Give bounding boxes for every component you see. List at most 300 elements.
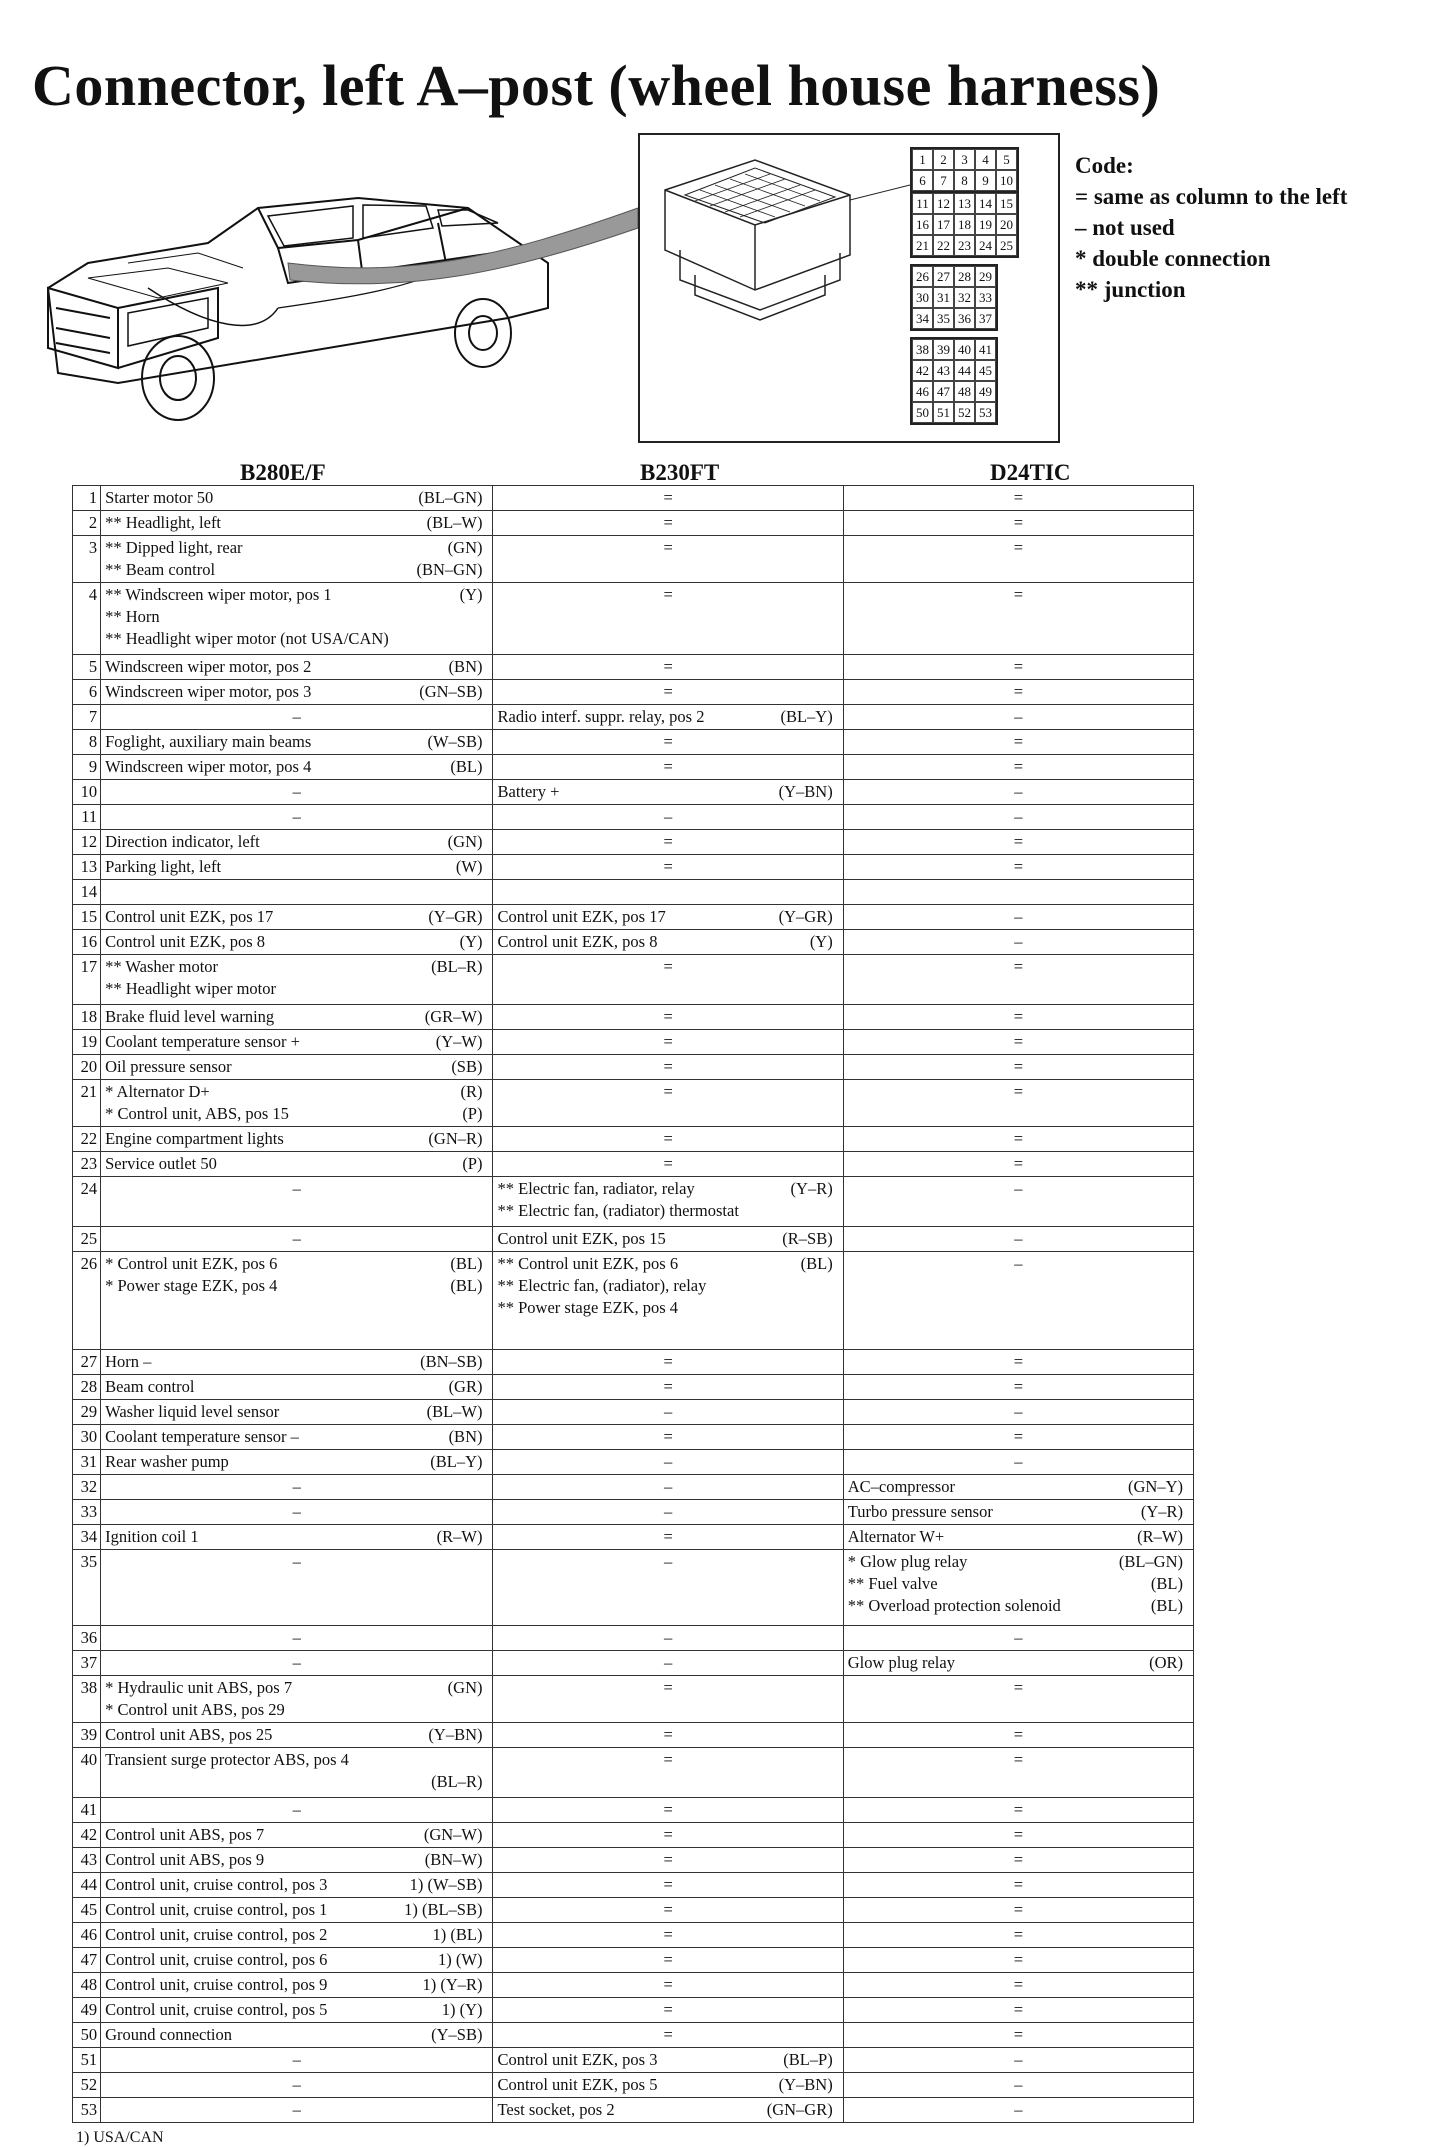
cell-line bbox=[497, 1824, 838, 1846]
pin-cell: 42 bbox=[73, 1823, 101, 1848]
circuit-label: = bbox=[663, 2000, 673, 2019]
table-row bbox=[73, 855, 1194, 880]
pin-number: 45 bbox=[975, 360, 996, 381]
cell-line bbox=[497, 1799, 838, 1821]
pin-number: 46 bbox=[912, 381, 933, 402]
circuit-label: – bbox=[1014, 907, 1023, 926]
pin-cell: 41 bbox=[73, 1798, 101, 1823]
cell-line bbox=[497, 2074, 838, 2096]
connection-cell bbox=[493, 830, 843, 855]
cell-line bbox=[848, 1228, 1189, 1250]
pin-number: 23 bbox=[954, 235, 975, 256]
table-row bbox=[73, 583, 1194, 655]
circuit-label: = bbox=[663, 1678, 673, 1697]
connection-cell bbox=[843, 1550, 1193, 1626]
cell-line bbox=[105, 1501, 488, 1523]
circuit-label: Foglight, auxiliary main beams bbox=[105, 732, 312, 751]
wire-color bbox=[833, 1297, 839, 1319]
wire-color: (GR–W) bbox=[424, 1007, 483, 1026]
connection-cell bbox=[843, 1152, 1193, 1177]
circuit-label: = bbox=[1013, 1950, 1024, 1969]
circuit-label: * Glow plug relay bbox=[847, 1552, 968, 1571]
circuit-label: – bbox=[1014, 782, 1023, 801]
circuit-label: AC–compressor bbox=[847, 1477, 955, 1496]
circuit-label: ** Headlight wiper motor (not USA/CAN) bbox=[105, 629, 389, 648]
cell-line bbox=[848, 487, 1189, 509]
cell-line bbox=[497, 756, 838, 778]
circuit-label: = bbox=[663, 488, 673, 507]
connection-cell bbox=[843, 880, 1193, 905]
cell-line bbox=[497, 856, 838, 878]
connection-cell bbox=[101, 536, 493, 583]
circuit-label: = bbox=[1013, 1377, 1024, 1396]
connection-cell bbox=[493, 855, 843, 880]
cell-line bbox=[497, 831, 838, 853]
connection-cell bbox=[843, 1723, 1193, 1748]
circuit-label: Radio interf. suppr. relay, pos 2 bbox=[497, 707, 705, 726]
wire-color: (BL–Y) bbox=[780, 707, 833, 726]
table-row bbox=[73, 1227, 1194, 1252]
connection-cell bbox=[101, 1500, 493, 1525]
wire-color: (R–W) bbox=[436, 1527, 483, 1546]
connection-cell bbox=[101, 1350, 493, 1375]
pin-cell: 29 bbox=[73, 1400, 101, 1425]
pin-grid bbox=[910, 147, 1019, 425]
circuit-label: = bbox=[663, 1925, 673, 1944]
wire-color: (Y) bbox=[459, 932, 483, 951]
circuit-label: Battery + bbox=[497, 782, 560, 801]
circuit-label: Control unit EZK, pos 17 bbox=[105, 907, 274, 926]
cell-line bbox=[497, 1081, 838, 1103]
table-row bbox=[73, 955, 1194, 1005]
cell-line bbox=[497, 1924, 838, 1946]
cell-line bbox=[848, 1799, 1189, 1821]
connection-cell bbox=[843, 1350, 1193, 1375]
pin-cell: 3 bbox=[73, 536, 101, 583]
connection-cell bbox=[101, 1227, 493, 1252]
pin-cell: 47 bbox=[73, 1948, 101, 1973]
table-row bbox=[73, 780, 1194, 805]
circuit-label: Rear washer pump bbox=[105, 1452, 229, 1471]
pin-cell: 2 bbox=[73, 511, 101, 536]
pin-number: 22 bbox=[933, 235, 954, 256]
connection-cell bbox=[493, 955, 843, 1005]
cell-line bbox=[105, 731, 488, 753]
cell-line bbox=[497, 1627, 838, 1649]
connection-cell bbox=[101, 1676, 493, 1723]
cell-line bbox=[848, 1376, 1189, 1398]
circuit-label: Control unit, cruise control, pos 2 bbox=[105, 1925, 328, 1944]
circuit-label: = bbox=[1013, 1032, 1024, 1051]
wire-color: (GN) bbox=[447, 538, 483, 557]
cell-line bbox=[105, 1128, 488, 1150]
circuit-label: = bbox=[663, 585, 673, 604]
connection-cell bbox=[101, 1748, 493, 1798]
connection-cell bbox=[493, 1400, 843, 1425]
connection-cell bbox=[101, 1127, 493, 1152]
pin-number: 28 bbox=[954, 266, 975, 287]
pin-number: 39 bbox=[933, 339, 954, 360]
circuit-label: Alternator W+ bbox=[847, 1527, 945, 1546]
cell-line bbox=[105, 1849, 488, 1871]
circuit-label: = bbox=[1013, 1154, 1024, 1173]
circuit-label: * Hydraulic unit ABS, pos 7 bbox=[105, 1678, 293, 1697]
cell-line bbox=[497, 1677, 838, 1699]
wire-color: 1) (BL–SB) bbox=[404, 1900, 483, 1919]
table-row bbox=[73, 2098, 1194, 2123]
connection-cell bbox=[843, 1748, 1193, 1798]
connection-cell bbox=[101, 1823, 493, 1848]
wire-color: (BL) bbox=[1150, 1596, 1183, 1615]
pin-cell: 7 bbox=[73, 705, 101, 730]
circuit-label: * Control unit EZK, pos 6 bbox=[105, 1254, 278, 1273]
table-row bbox=[73, 1676, 1194, 1723]
cell-line bbox=[105, 1724, 488, 1746]
circuit-label: = bbox=[663, 682, 673, 701]
cell-line bbox=[497, 1401, 838, 1423]
pin-cell: 10 bbox=[73, 780, 101, 805]
pin-number: 44 bbox=[954, 360, 975, 381]
circuit-label: = bbox=[663, 1750, 673, 1769]
pin-cell: 6 bbox=[73, 680, 101, 705]
pin-cell: 14 bbox=[73, 880, 101, 905]
circuit-label: ** Windscreen wiper motor, pos 1 bbox=[105, 585, 332, 604]
cell-line bbox=[105, 1476, 488, 1498]
connection-cell bbox=[843, 1898, 1193, 1923]
connection-cell bbox=[101, 1177, 493, 1227]
connection-cell bbox=[101, 730, 493, 755]
circuit-label: = bbox=[1013, 1007, 1024, 1026]
circuit-label: Brake fluid level warning bbox=[105, 1007, 275, 1026]
connector-diagram bbox=[638, 133, 1060, 443]
circuit-label: = bbox=[1013, 1900, 1024, 1919]
table-row bbox=[73, 2073, 1194, 2098]
circuit-label: Ignition coil 1 bbox=[105, 1527, 199, 1546]
column-header-b280ef: B280E/F bbox=[240, 460, 326, 485]
connection-cell bbox=[101, 1005, 493, 1030]
wire-color: (Y) bbox=[809, 932, 833, 951]
connection-cell bbox=[493, 1873, 843, 1898]
cell-line bbox=[848, 1974, 1189, 1996]
circuit-label: Control unit, cruise control, pos 6 bbox=[105, 1950, 328, 1969]
connection-cell bbox=[101, 830, 493, 855]
connection-cell bbox=[493, 2023, 843, 2048]
code-item: = same as column to the left bbox=[1075, 184, 1348, 209]
cell-line bbox=[105, 1627, 488, 1649]
pin-number: 2 bbox=[933, 149, 954, 170]
pin-number: 34 bbox=[912, 308, 933, 329]
circuit-label: Windscreen wiper motor, pos 3 bbox=[105, 682, 312, 701]
circuit-label: = bbox=[1013, 732, 1024, 751]
circuit-label: Windscreen wiper motor, pos 4 bbox=[105, 757, 312, 776]
cell-line bbox=[497, 1228, 838, 1250]
circuit-label: = bbox=[1013, 1678, 1024, 1697]
cell-line bbox=[848, 1849, 1189, 1871]
circuit-label: ** Electric fan, radiator, relay bbox=[497, 1179, 695, 1198]
connection-cell bbox=[843, 780, 1193, 805]
connection-cell bbox=[493, 1350, 843, 1375]
cell-line bbox=[105, 2099, 488, 2121]
table-row bbox=[73, 1400, 1194, 1425]
wire-color: (P) bbox=[462, 1154, 483, 1173]
cell-line bbox=[848, 1724, 1189, 1746]
circuit-label: ** Headlight wiper motor bbox=[105, 979, 277, 998]
pin-number: 21 bbox=[912, 235, 933, 256]
cell-line bbox=[497, 1526, 838, 1548]
cell-line bbox=[497, 731, 838, 753]
circuit-label: – bbox=[1014, 1402, 1023, 1421]
cell-line bbox=[105, 931, 488, 953]
cell-line bbox=[105, 1799, 488, 1821]
circuit-label: – bbox=[1014, 807, 1023, 826]
cell-line bbox=[105, 1081, 488, 1103]
connection-cell bbox=[843, 1923, 1193, 1948]
connection-cell bbox=[843, 2073, 1193, 2098]
connection-cell bbox=[493, 1177, 843, 1227]
cell-line bbox=[105, 584, 488, 606]
connection-cell bbox=[843, 1676, 1193, 1723]
connection-cell bbox=[843, 1375, 1193, 1400]
cell-line bbox=[497, 1899, 838, 1921]
pin-number: 49 bbox=[975, 381, 996, 402]
connection-cell bbox=[101, 1252, 493, 1350]
cell-line bbox=[848, 1476, 1189, 1498]
connection-cell bbox=[101, 1973, 493, 1998]
pin-cell: 12 bbox=[73, 830, 101, 855]
pin-number: 35 bbox=[933, 308, 954, 329]
cell-line bbox=[105, 1426, 488, 1448]
circuit-label: = bbox=[663, 1850, 673, 1869]
cell-line bbox=[848, 1253, 1189, 1275]
table-row bbox=[73, 755, 1194, 780]
cell-line bbox=[497, 1200, 838, 1222]
connection-cell bbox=[843, 655, 1193, 680]
circuit-label: ** Fuel valve bbox=[847, 1574, 938, 1593]
circuit-label: Service outlet 50 bbox=[105, 1154, 217, 1173]
cell-line bbox=[497, 1476, 838, 1498]
wire-color: (R–W) bbox=[1137, 1527, 1183, 1546]
circuit-label: = bbox=[1013, 1725, 1024, 1744]
cell-line bbox=[497, 1056, 838, 1078]
circuit-label: ** Control unit EZK, pos 6 bbox=[497, 1254, 679, 1273]
wire-color: (BL–W) bbox=[426, 1402, 483, 1421]
connection-cell bbox=[101, 705, 493, 730]
table-row bbox=[73, 1525, 1194, 1550]
connection-cell bbox=[493, 705, 843, 730]
connection-cell bbox=[493, 1948, 843, 1973]
circuit-label: = bbox=[663, 1154, 673, 1173]
cell-line bbox=[105, 1974, 488, 1996]
circuit-label: = bbox=[663, 1950, 673, 1969]
pin-cell: 34 bbox=[73, 1525, 101, 1550]
connection-cell bbox=[493, 1425, 843, 1450]
pin-cell: 52 bbox=[73, 2073, 101, 2098]
connection-cell bbox=[843, 1823, 1193, 1848]
pin-cell: 33 bbox=[73, 1500, 101, 1525]
cell-line bbox=[497, 1974, 838, 1996]
connection-cell bbox=[843, 2098, 1193, 2123]
wire-color bbox=[482, 1749, 488, 1771]
circuit-label: – bbox=[663, 1477, 673, 1496]
table-row bbox=[73, 1030, 1194, 1055]
cell-line bbox=[497, 1874, 838, 1896]
pin-cell: 37 bbox=[73, 1651, 101, 1676]
pin-number: 48 bbox=[954, 381, 975, 402]
wire-color: (BL–P) bbox=[783, 2050, 833, 2069]
circuit-label: Control unit, cruise control, pos 9 bbox=[105, 1975, 328, 1994]
connection-cell bbox=[493, 1500, 843, 1525]
connection-cell bbox=[843, 583, 1193, 655]
table-row bbox=[73, 730, 1194, 755]
connection-cell bbox=[493, 805, 843, 830]
connection-cell bbox=[493, 1080, 843, 1127]
cell-line bbox=[497, 584, 838, 606]
connection-cell bbox=[493, 1723, 843, 1748]
cell-line bbox=[848, 1949, 1189, 1971]
wire-color bbox=[833, 1200, 839, 1222]
circuit-label: Turbo pressure sensor bbox=[847, 1502, 993, 1521]
pin-number: 11 bbox=[912, 193, 933, 214]
circuit-label: Test socket, pos 2 bbox=[497, 2100, 615, 2119]
cell-line bbox=[105, 1749, 488, 1771]
table-row bbox=[73, 1080, 1194, 1127]
connection-cell bbox=[493, 780, 843, 805]
circuit-label: Coolant temperature sensor + bbox=[105, 1032, 300, 1051]
cell-line bbox=[848, 1924, 1189, 1946]
cell-line bbox=[848, 1824, 1189, 1846]
pin-number: 24 bbox=[975, 235, 996, 256]
circuit-label: – bbox=[1014, 1254, 1023, 1273]
circuit-label: Control unit ABS, pos 9 bbox=[105, 1850, 265, 1869]
connection-cell bbox=[843, 1030, 1193, 1055]
connection-cell bbox=[101, 680, 493, 705]
circuit-label: = bbox=[663, 1725, 673, 1744]
table-row bbox=[73, 1475, 1194, 1500]
cell-line bbox=[848, 1999, 1189, 2021]
wire-color: (GN–GR) bbox=[766, 2100, 833, 2119]
pin-number: 38 bbox=[912, 339, 933, 360]
wire-color: (W) bbox=[455, 857, 483, 876]
pin-number: 52 bbox=[954, 402, 975, 423]
circuit-label: = bbox=[1013, 488, 1024, 507]
pin-cell: 32 bbox=[73, 1475, 101, 1500]
cell-line bbox=[105, 1824, 488, 1846]
connection-cell bbox=[101, 805, 493, 830]
cell-line bbox=[848, 537, 1189, 559]
circuit-label: Windscreen wiper motor, pos 2 bbox=[105, 657, 312, 676]
circuit-label: = bbox=[663, 857, 673, 876]
circuit-label: = bbox=[663, 1032, 673, 1051]
connection-cell bbox=[101, 655, 493, 680]
cell-line bbox=[105, 956, 488, 978]
connection-cell bbox=[843, 1425, 1193, 1450]
connection-cell bbox=[101, 1450, 493, 1475]
circuit-label: = bbox=[1013, 513, 1024, 532]
cell-line bbox=[105, 487, 488, 509]
cell-line bbox=[105, 781, 488, 803]
pin-number: 15 bbox=[996, 193, 1017, 214]
circuit-label: – bbox=[1014, 1452, 1023, 1471]
cell-line bbox=[848, 512, 1189, 534]
connection-cell bbox=[843, 1055, 1193, 1080]
circuit-label: = bbox=[663, 1975, 673, 1994]
wire-color: (Y–BN) bbox=[778, 782, 833, 801]
pin-cell: 18 bbox=[73, 1005, 101, 1030]
connection-cell bbox=[493, 680, 843, 705]
cell-line bbox=[848, 1501, 1189, 1523]
pin-number: 20 bbox=[996, 214, 1017, 235]
cell-line bbox=[848, 2024, 1189, 2046]
wire-color: (BL–W) bbox=[426, 513, 483, 532]
circuit-label: ** Electric fan, (radiator), relay bbox=[497, 1276, 707, 1295]
circuit-label: = bbox=[663, 1900, 673, 1919]
cell-line bbox=[497, 512, 838, 534]
cell-line bbox=[105, 706, 488, 728]
cell-line bbox=[497, 487, 838, 509]
circuit-label: = bbox=[1013, 1082, 1024, 1101]
circuit-label: = bbox=[1013, 1352, 1024, 1371]
cell-line bbox=[105, 1228, 488, 1250]
wire-color: (GN) bbox=[447, 1678, 483, 1697]
circuit-label: – bbox=[292, 1552, 301, 1571]
circuit-label: – bbox=[663, 1402, 673, 1421]
column-header-b230ft: B230FT bbox=[640, 460, 720, 485]
cell-line bbox=[497, 806, 838, 828]
circuit-label: – bbox=[292, 2075, 301, 2094]
cell-line bbox=[105, 1376, 488, 1398]
circuit-label: Control unit EZK, pos 3 bbox=[497, 2050, 658, 2069]
circuit-label: = bbox=[1013, 2000, 1024, 2019]
connection-cell bbox=[101, 1848, 493, 1873]
circuit-label: = bbox=[1013, 1975, 1024, 1994]
connection-cell bbox=[843, 1475, 1193, 1500]
wire-color: (Y–GR) bbox=[428, 907, 483, 926]
circuit-label: = bbox=[1013, 1750, 1024, 1769]
connection-cell bbox=[843, 730, 1193, 755]
pin-cell: 9 bbox=[73, 755, 101, 780]
cell-line bbox=[105, 1006, 488, 1028]
cell-line bbox=[105, 1652, 488, 1674]
connection-cell bbox=[493, 1450, 843, 1475]
connection-cell bbox=[843, 830, 1193, 855]
connection-cell bbox=[101, 1923, 493, 1948]
wire-color: (GN) bbox=[447, 832, 483, 851]
cell-line bbox=[497, 1178, 838, 1200]
pin-cell: 26 bbox=[73, 1252, 101, 1350]
table-row bbox=[73, 1798, 1194, 1823]
cell-line bbox=[848, 1749, 1189, 1771]
cell-line bbox=[848, 956, 1189, 978]
connection-cell bbox=[101, 1626, 493, 1651]
connection-cell bbox=[493, 930, 843, 955]
pin-cell: 21 bbox=[73, 1080, 101, 1127]
cell-line bbox=[848, 1595, 1189, 1617]
pin-cell: 53 bbox=[73, 2098, 101, 2123]
circuit-label: = bbox=[1013, 585, 1024, 604]
circuit-label: – bbox=[292, 1502, 301, 1521]
circuit-label: – bbox=[1014, 932, 1023, 951]
circuit-label: = bbox=[1013, 1925, 1024, 1944]
cell-line bbox=[848, 781, 1189, 803]
pin-cell: 25 bbox=[73, 1227, 101, 1252]
circuit-label: = bbox=[663, 1875, 673, 1894]
table-row bbox=[73, 705, 1194, 730]
pin-cell: 17 bbox=[73, 955, 101, 1005]
circuit-label: Control unit ABS, pos 25 bbox=[105, 1725, 273, 1744]
connection-cell bbox=[493, 730, 843, 755]
pin-number: 41 bbox=[975, 339, 996, 360]
connection-cell bbox=[101, 1898, 493, 1923]
